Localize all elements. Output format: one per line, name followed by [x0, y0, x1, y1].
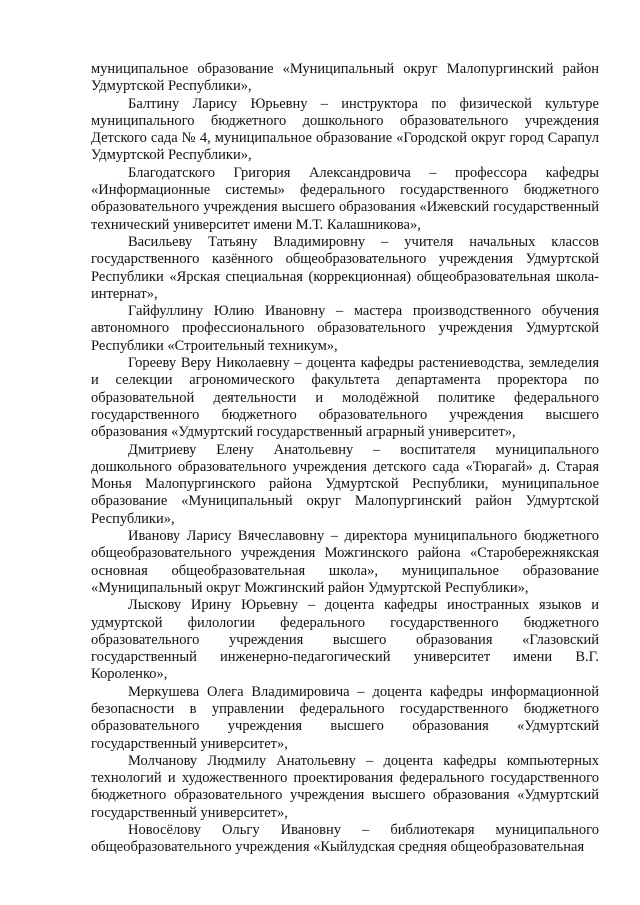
paragraph-molchanova: Молчанову Людмилу Анатольевну – доцента кафедры компьютерных технологий и художественного проектирования федерального государственного бюджетного образовательного учреждения высшего образования «Удмуртский государственный университет»,: [91, 752, 599, 821]
paragraph-continuation: муниципальное образование «Муниципальный округ Малопургинский район Удмуртской Республики»,: [91, 61, 599, 95]
paragraph-vasilyeva: Васильеву Татьяну Владимировну – учителя начальных классов государственного казённого общеобразовательного учреждения Удмуртской Республики «Ярская специальная (коррекционная) общеобразовательная школа-интернат»,: [91, 233, 599, 302]
paragraph-baltina: Балтину Ларису Юрьевну – инструктора по физической культуре муниципального бюджетного дошкольного образовательного учреждения Детского сада № 4, муниципальное образование «Городской округ город Сарапул Удмуртской Республики»,: [91, 95, 599, 164]
paragraph-merkushev: Меркушева Олега Владимировича – доцента кафедры информационной безопасности в управлении федерального государственного бюджетного образовательного учреждения высшего образования «Удмуртский государственный университет»,: [91, 683, 599, 752]
paragraph-ivanova: Иванову Ларису Вячеславовну – директора муниципального бюджетного общеобразовательного учреждения Можгинского района «Старобережнякская основная общеобразовательная школа», муниципальное образование «Муниципальный округ Можгинский район Удмуртской Республики»,: [91, 528, 599, 596]
paragraph-gaifullina: Гайфуллину Юлию Ивановну – мастера производственного обучения автономного профессионального образовательного учреждения Удмуртской Республики «Строительный техникум»,: [91, 303, 599, 354]
paragraph-lyskova: Лыскову Ирину Юрьевну – доцента кафедры иностранных языков и удмуртской филологии федерального государственного бюджетного образовательного учреждения высшего образования «Глазовский государственный инженерно-педагогический университет имени В.Г. Короленко»,: [91, 597, 599, 683]
document-page: [91, 61, 599, 857]
paragraph-novoselova: Новосёлову Ольгу Ивановну – библиотекаря муниципального общеобразовательного учреждения «Кыйлудская средняя общеобразовательная: [91, 822, 599, 856]
paragraph-blagodatsky: Благодатского Григория Александровича – профессора кафедры «Информационные системы» федерального государственного бюджетного образовательного учреждения высшего образования «Ижевский государственный технический университет имени М.Т. Калашникова»,: [91, 164, 599, 233]
paragraph-dmitrieva: Дмитриеву Елену Анатольевну – воспитателя муниципального дошкольного образовательного учреждения детского сада «Тюрагай» д. Старая Монья Малопургинского района Удмуртской Республики, муниципальное образование «Муниципальный округ Малопургинский район Удмуртской Республики»,: [91, 441, 599, 527]
paragraph-goreeva: Горееву Веру Николаевну – доцента кафедры растениеводства, земледелия и селекции агрономического факультета департамента проректора по образовательной деятельности и молодёжной политике федерального государственного бюджетного образовательного учреждения высшего образования «Удмуртский государственный аграрный университет»,: [91, 355, 599, 441]
